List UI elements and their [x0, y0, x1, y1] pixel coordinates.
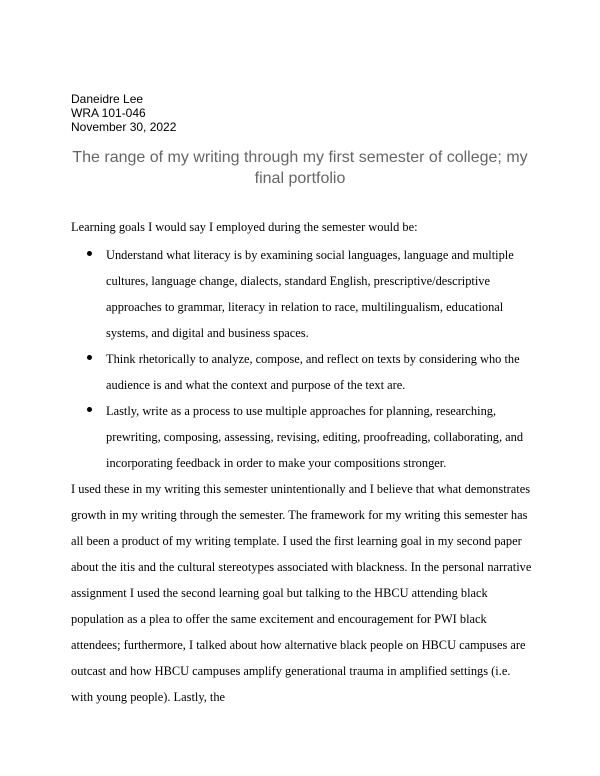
- learning-goals-list: [71, 242, 533, 476]
- bullet-icon: [87, 355, 92, 360]
- document-date: November 30, 2022: [71, 120, 177, 134]
- author-name: Daneidre Lee: [71, 92, 144, 106]
- list-item: [71, 346, 533, 398]
- list-item-text: Understand what literacy is by examining social languages, language and multiple cultures, language change, dialects, standard English, prescriptive/descriptive approaches to grammar, literacy in relation to race, multilingualism, educational systems, and digital and business spaces.: [106, 248, 514, 340]
- intro-paragraph: Learning goals I would say I employed during the semester would be:: [71, 220, 418, 234]
- list-item-text: Lastly, write as a process to use multiple approaches for planning, researching, prewriting, composing, assessing, revising, editing, proofreading, collaborating, and incorporating feedback in order to make your compositions stronger.: [106, 404, 524, 470]
- closing-paragraph: I used these in my writing this semester unintentionally and I believe that what demonstrates growth in my writing through the semester. The framework for my writing this semester has all been a product of my writing template. I used the first learning goal in my second paper about the itis and the cultural stereotypes associated with blackness. In the personal narrative assignment I used the second learning goal but talking to the HBCU attending black population as a plea to offer the same excitement and encouragement for PWI black attendees; furthermore, I talked about how alternative black people on HBCU campuses are outcast and how HBCU campuses amplify generational trauma in amplified settings (i.e. with young people). Lastly, the: [71, 482, 532, 704]
- document-body: [71, 214, 533, 710]
- list-item-text: Think rhetorically to analyze, compose, and reflect on texts by considering who the audience is and what the context and purpose of the text are.: [106, 352, 520, 392]
- list-item: [71, 242, 533, 346]
- document-title: The range of my writing through my first semester of college; my final portfolio: [72, 149, 528, 187]
- list-item: [71, 398, 533, 476]
- course-code: WRA 101-046: [71, 106, 146, 120]
- bullet-icon: [87, 407, 92, 412]
- bullet-icon: [87, 251, 92, 256]
- document-header: [71, 92, 176, 134]
